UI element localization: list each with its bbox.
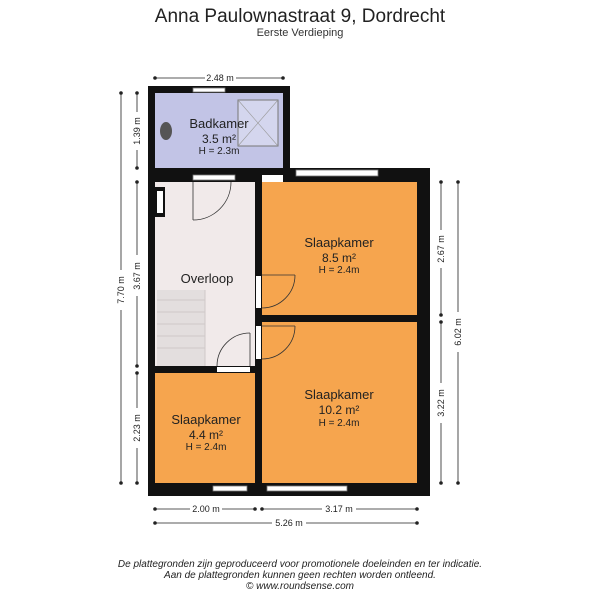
dim-bottom-total: 5.26 m bbox=[275, 518, 303, 528]
bedroom-right-height: H = 2.4m bbox=[318, 418, 360, 429]
bedroom-left-area: 4.4 m² bbox=[188, 428, 224, 442]
bedroom-left-name: Slaapkamer bbox=[171, 412, 241, 427]
dim-left-total: 7.70 m bbox=[116, 276, 126, 304]
bedroom-left-height: H = 2.4m bbox=[185, 442, 227, 453]
dim-bottom-right: 3.17 m bbox=[325, 504, 353, 514]
bedroom-right-area: 10.2 m² bbox=[318, 403, 360, 417]
dim-left-middle: 3.67 m bbox=[132, 262, 142, 290]
disclaimer-copyright: © www.roundsense.com bbox=[246, 581, 354, 592]
dim-left-bottom: 2.23 m bbox=[132, 414, 142, 442]
dim-right-top: 2.67 m bbox=[436, 235, 446, 263]
page-title: Anna Paulownastraat 9, Dordrecht bbox=[154, 6, 446, 27]
disclaimer-line-1: De plattegronden zijn geproduceerd voor promotionele doeleinden en ter indicatie. bbox=[117, 559, 483, 570]
dim-top-width: 2.48 m bbox=[206, 73, 234, 83]
toilet-icon bbox=[160, 122, 172, 140]
dim-bottom-left: 2.00 m bbox=[192, 504, 220, 514]
bedroom-top-area: 8.5 m² bbox=[321, 251, 357, 265]
bedroom-top-name: Slaapkamer bbox=[304, 235, 374, 250]
landing-name: Overloop bbox=[180, 271, 234, 286]
stairs bbox=[157, 290, 205, 366]
bedroom-right-name: Slaapkamer bbox=[304, 387, 374, 402]
bathroom-name: Badkamer bbox=[189, 116, 249, 131]
bathroom-area: 3.5 m² bbox=[201, 132, 237, 146]
bedroom-top-height: H = 2.4m bbox=[318, 265, 360, 276]
shaft bbox=[157, 191, 163, 213]
disclaimer bbox=[0, 559, 600, 592]
dim-left-top: 1.39 m bbox=[132, 117, 142, 145]
floor-subtitle: Eerste Verdieping bbox=[256, 27, 344, 39]
bathroom-height: H = 2.3m bbox=[198, 146, 240, 157]
dim-right-bottom: 3.22 m bbox=[436, 389, 446, 417]
disclaimer-line-2: Aan de plattegronden kunnen geen rechten worden ontleend. bbox=[164, 570, 436, 581]
dim-right-total: 6.02 m bbox=[453, 318, 463, 346]
